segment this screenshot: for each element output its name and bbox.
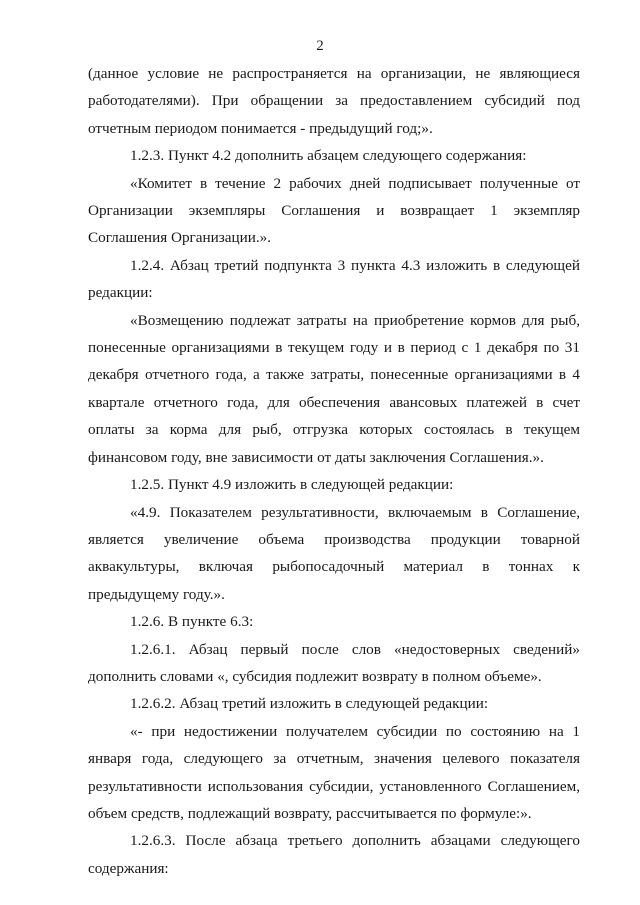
paragraph: 1.2.6.1. Абзац первый после слов «недостоверных сведений» дополнить словами «, субсидия подлежит возврату в полном объеме». (88, 640, 580, 685)
paragraph: «Комитет в течение 2 рабочих дней подписывает полученные от Организации экземпляры Соглашения и возвращает 1 экземпляр Соглашения Организации.». (88, 174, 580, 247)
paragraph: 1.2.3. Пункт 4.2 дополнить абзацем следующего содержания: (130, 147, 527, 165)
paragraph: (данное условие не распространяется на организации, не являющиеся работодателями). При обращении за предоставлением субсидий под отчетным периодом понимается - предыдущий год;». (88, 65, 580, 137)
paragraph: 1.2.6.2. Абзац третий изложить в следующей редакции: (130, 695, 489, 713)
paragraph: 1.2.4. Абзац третий подпункта 3 пункта 4.3 изложить в следующей редакции: (88, 256, 580, 302)
paragraph: «- при недостижении получателем субсидии по состоянию на 1 января года, следующего за отчетным, значения целевого показателя результативности использования субсидии, установленного Соглашением, объем средств, подлежащий возврату, рассчитывается по формуле:». (88, 722, 580, 822)
paragraph: «4.9. Показателем результативности, включаемым в Соглашение, является увеличение объема производства продукции товарной аквакультуры, включая рыбопосадочный материал в тоннах к предыдущему году.». (88, 503, 580, 603)
paragraph: 1.2.6.3. После абзаца третьего дополнить абзацами следующего содержания: (88, 832, 580, 877)
paragraph: 1.2.6. В пункте 6.3: (130, 613, 254, 631)
page-number: 2 (316, 38, 324, 54)
document-body (88, 60, 580, 882)
paragraph: 1.2.5. Пункт 4.9 изложить в следующей редакции: (130, 476, 454, 494)
paragraph: «Возмещению подлежат затраты на приобретение кормов для рыб, понесенные организациями в текущем году и в период с 1 декабря по 31 декабря отчетного года, а также затраты, понесенные организациями в 4 квартале отчетного года, для обеспечения авансовых платежей в счет оплаты за корма для рыб, отгрузка которых состоялась в текущем финансовом году, вне зависимости от даты заключения Соглашения.». (88, 311, 580, 466)
